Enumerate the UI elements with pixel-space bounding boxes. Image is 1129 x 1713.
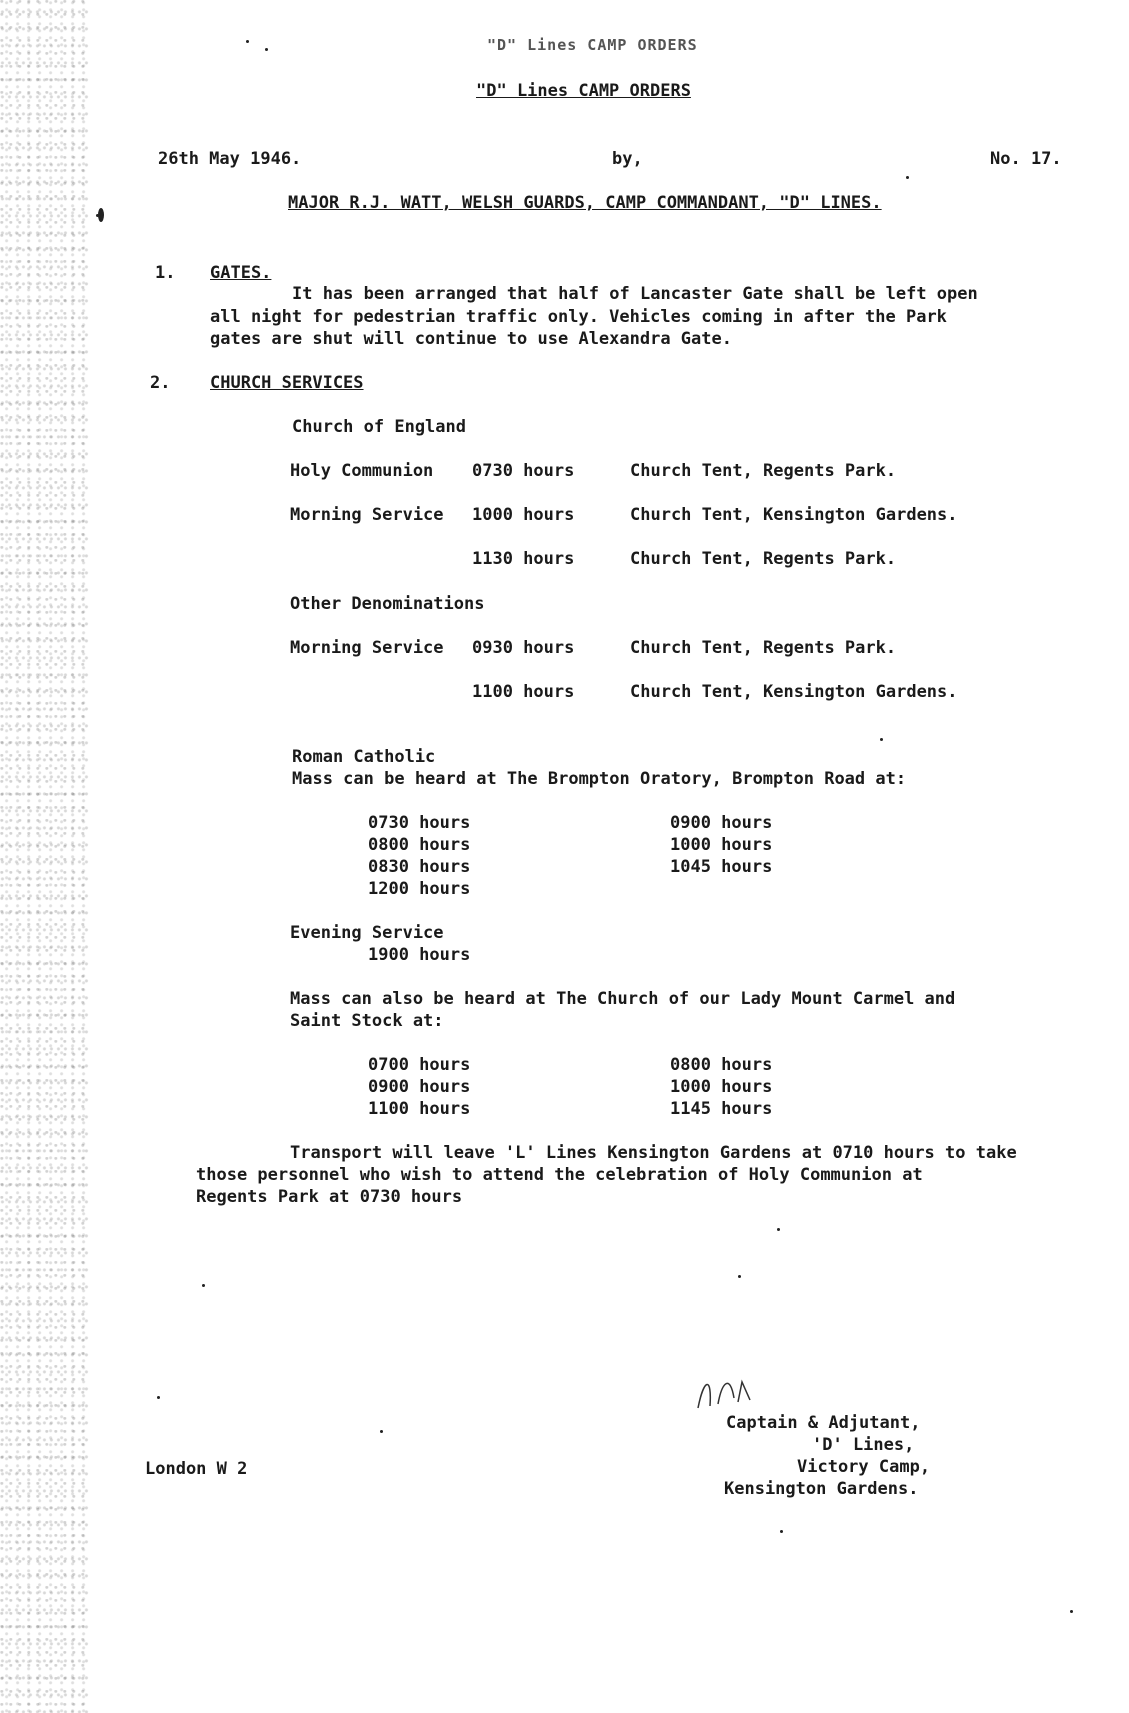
order-date: 26th May 1946.	[158, 149, 302, 169]
section-2-number: 2.	[150, 373, 171, 393]
other-time: 1100 hours	[472, 682, 575, 702]
transport-line-1: Transport will leave 'L' Lines Kensington Gardens at 0710 hours to take	[290, 1143, 1017, 1163]
evening-service-time: 1900 hours	[368, 945, 471, 965]
evening-service-label: Evening Service	[290, 923, 444, 943]
gates-line-1: It has been arranged that half of Lancaster Gate shall be left open	[292, 284, 978, 304]
carmel-time: 0900 hours	[368, 1077, 471, 1097]
scan-edge-noise	[0, 0, 90, 1713]
rc-time: 1200 hours	[368, 879, 471, 899]
coe-place: Church Tent, Regents Park.	[630, 549, 897, 569]
coe-place: Church Tent, Kensington Gardens.	[630, 505, 958, 525]
transport-line-3: Regents Park at 0730 hours	[196, 1187, 463, 1207]
other-place: Church Tent, Regents Park.	[630, 638, 897, 658]
document-title: "D" Lines CAMP ORDERS	[476, 81, 691, 101]
mass-also-line-1: Mass can also be heard at The Church of our Lady Mount Carmel and	[290, 989, 956, 1009]
scan-speck	[880, 738, 883, 741]
scan-speck	[98, 208, 104, 222]
coe-time: 1130 hours	[472, 549, 575, 569]
rc-time: 0730 hours	[368, 813, 471, 833]
scan-speck	[246, 40, 249, 43]
carmel-time: 1145 hours	[670, 1099, 773, 1119]
section-1-number: 1.	[155, 263, 176, 283]
signature-location: Kensington Gardens.	[724, 1479, 919, 1499]
scan-speck	[380, 1430, 383, 1433]
other-service: Morning Service	[290, 638, 444, 658]
signature-title: Captain & Adjutant,	[726, 1413, 921, 1433]
rc-mass-line: Mass can be heard at The Brompton Oratory, Brompton Road at:	[292, 769, 907, 789]
scan-speck	[780, 1530, 783, 1533]
faint-header-line: "D" Lines CAMP ORDERS	[487, 36, 698, 54]
footer-location: London W 2	[145, 1459, 248, 1479]
signature-camp: Victory Camp,	[797, 1457, 931, 1477]
signature-unit: 'D' Lines,	[812, 1435, 915, 1455]
rc-time: 0800 hours	[368, 835, 471, 855]
section-1-heading: GATES.	[210, 263, 272, 283]
carmel-time: 1000 hours	[670, 1077, 773, 1097]
transport-line-2: those personnel who wish to attend the celebration of Holy Communion at	[196, 1165, 923, 1185]
coe-place: Church Tent, Regents Park.	[630, 461, 897, 481]
order-number: No. 17.	[990, 149, 1062, 169]
other-denominations-label: Other Denominations	[290, 594, 485, 614]
scan-speck	[906, 176, 909, 179]
scan-speck	[202, 1284, 205, 1287]
issuer-line: MAJOR R.J. WATT, WELSH GUARDS, CAMP COMMANDANT, "D" LINES.	[288, 193, 882, 213]
carmel-time: 1100 hours	[368, 1099, 471, 1119]
coe-label: Church of England	[292, 417, 466, 437]
coe-service: Holy Communion	[290, 461, 434, 481]
roman-catholic-label: Roman Catholic	[292, 747, 436, 767]
scan-speck	[1070, 1610, 1073, 1613]
section-2-heading: CHURCH SERVICES	[210, 373, 364, 393]
coe-time: 1000 hours	[472, 505, 575, 525]
scan-speck	[777, 1228, 780, 1231]
rc-time: 0900 hours	[670, 813, 773, 833]
scan-speck	[265, 48, 268, 51]
by-label: by,	[612, 149, 643, 169]
other-time: 0930 hours	[472, 638, 575, 658]
gates-line-3: gates are shut will continue to use Alexandra Gate.	[210, 329, 732, 349]
rc-time: 1045 hours	[670, 857, 773, 877]
rc-time: 0830 hours	[368, 857, 471, 877]
mass-also-line-2: Saint Stock at:	[290, 1011, 444, 1031]
signature-scribble	[690, 1368, 760, 1418]
gates-line-2: all night for pedestrian traffic only. Vehicles coming in after the Park	[210, 307, 947, 327]
carmel-time: 0700 hours	[368, 1055, 471, 1075]
carmel-time: 0800 hours	[670, 1055, 773, 1075]
scan-speck	[157, 1396, 160, 1399]
scan-speck	[738, 1275, 741, 1278]
coe-service: Morning Service	[290, 505, 444, 525]
coe-time: 0730 hours	[472, 461, 575, 481]
other-place: Church Tent, Kensington Gardens.	[630, 682, 958, 702]
rc-time: 1000 hours	[670, 835, 773, 855]
